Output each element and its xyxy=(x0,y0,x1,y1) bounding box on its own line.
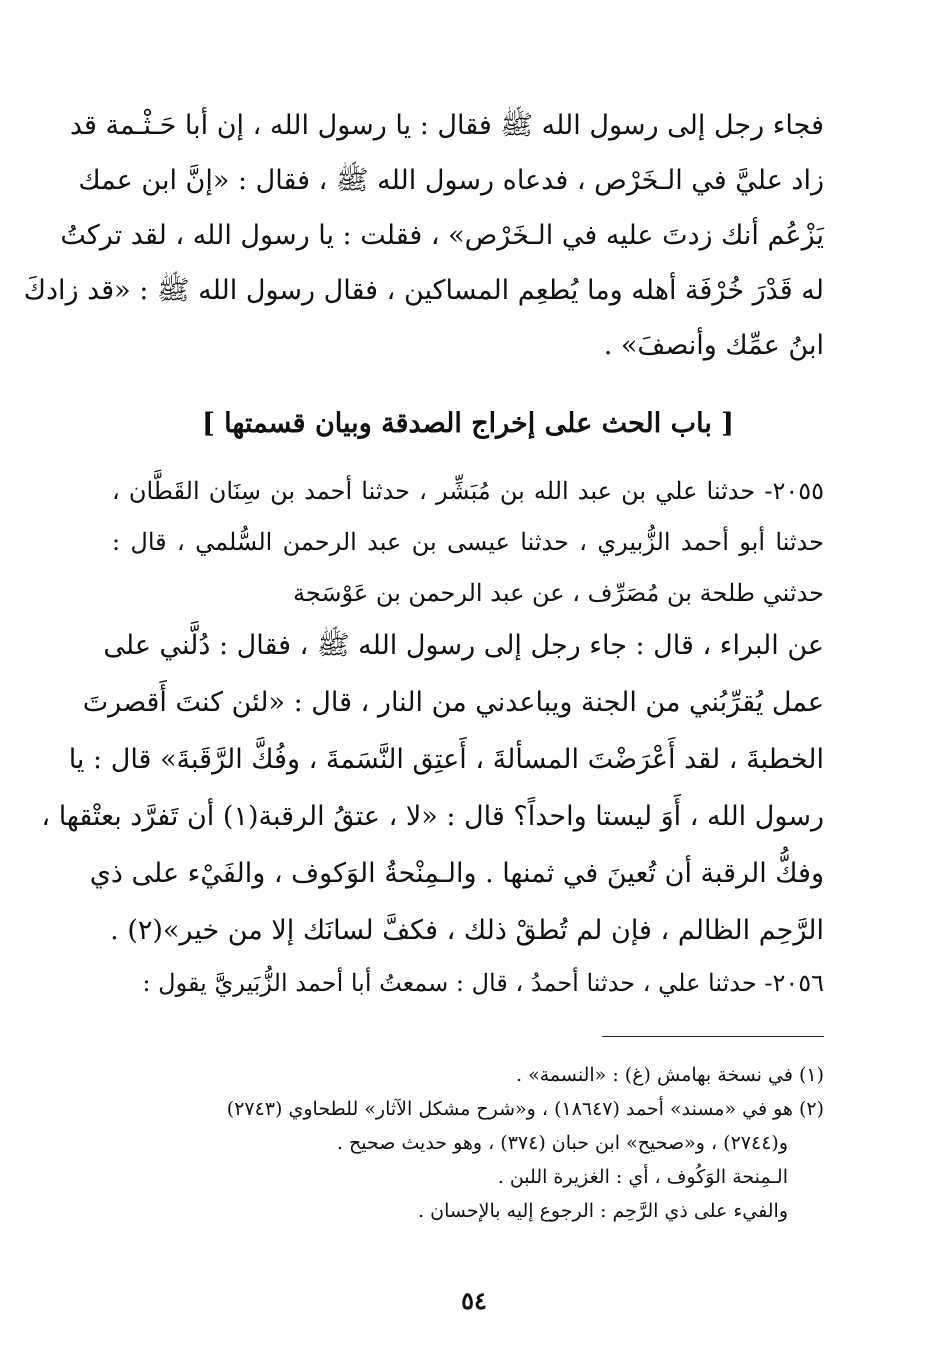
text-line: فجاء رجل إلى رسول الله ﷺ فقال : يا رسول الله ، إن أبا حَـثْـمة قد xyxy=(69,110,824,141)
passage-top xyxy=(23,98,824,373)
page-number: ٥٤ xyxy=(461,1286,487,1315)
hadith-2055-isnad xyxy=(112,466,824,619)
text-line: وفكُّ الرقبة أن تُعينَ في ثمنها . والـمِنْحةُ الوَكوف ، والفَيْء على ذي xyxy=(89,858,824,889)
footnotes xyxy=(112,1058,824,1228)
text-line: الخطبةَ ، لقد أَعْرَضْتَ المسألةَ ، أَعتِق النَّسَمةَ ، وفُكَّ الرَّقَبةَ» قال : يا xyxy=(68,744,824,775)
text-line: ابنُ عمِّك وأنصفَ» . xyxy=(603,330,824,361)
chapter-heading: [ باب الحث على إخراج الصدقة وبيان قسمتها ] xyxy=(201,408,735,439)
text-line: حدثني طلحة بن مُصَرِّف ، عن عبد الرحمن بن عَوْسَجة xyxy=(293,579,824,607)
hadith-2056 xyxy=(112,960,824,1006)
text-line: له قَدْرَ خُرْفَة أهله وما يُطعِم المساكين ، فقال رسول الله ﷺ : «قد زادكَ xyxy=(23,275,824,306)
footnote-2-continued: و(٢٧٤٤) ، و«صحيح» ابن حبان (٣٧٤) ، وهو حديث صحيح . xyxy=(336,1132,788,1154)
text-line: ٢٠٥٥- حدثنا علي بن عبد الله بن مُبَشِّر ، حدثنا أحمد بن سِنَان القَطَّان ، xyxy=(112,477,824,505)
text-line: زاد عليَّ في الـخَرْص ، فدعاه رسول الله ﷺ ، فقال : «إنَّ ابن عمك xyxy=(78,165,824,196)
footnote-gloss: الـمِنحة الوَكُوف ، أي : الغزيرة اللبن . xyxy=(497,1166,788,1188)
text-line: الرَّحِم الظالم ، فإن لم تُطقْ ذلك ، فكفَّ لسانَك إلا من خير»(٢) . xyxy=(110,915,824,946)
footnote-gloss: والفيء على ذي الرَّحِم : الرجوع إليه بالإحسان . xyxy=(418,1200,788,1222)
footnote-1: (١) في نسخة بهامش (غ) : «النسمة» . xyxy=(516,1064,824,1086)
text-line: عمل يُقرِّبُني من الجنة ويباعدني من النار ، قال : «لئن كنتَ أَقصرتَ xyxy=(82,687,824,718)
text-line: رسول الله ، أَوَ ليستا واحداً؟ قال : «لا ، عتقُ الرقبة(١) أن تَفرَّد بعتْقها ، xyxy=(41,801,824,832)
hadith-2055-matn xyxy=(41,617,824,959)
footnote-separator xyxy=(602,1036,824,1037)
text-line: عن البراء ، قال : جاء رجل إلى رسول الله ﷺ ، فقال : دُلَّني على xyxy=(103,630,824,661)
footnote-2: (٢) هو في «مسند» أحمد (١٨٦٤٧) ، و«شرح مشكل الآثار» للطحاوي (٢٧٤٣) xyxy=(226,1098,824,1120)
text-line: حدثنا أبو أحمد الزُّبيري ، حدثنا عيسى بن عبد الرحمن السُّلمي ، قال : xyxy=(112,528,824,556)
page-edge xyxy=(0,0,6,1372)
text-line: ٢٠٥٦- حدثنا علي ، حدثنا أحمدُ ، قال : سمعتُ أبا أحمد الزُّبَيريَّ يقول : xyxy=(142,969,824,997)
text-line: يَزْعُم أنك زدتَ عليه في الـخَرْص» ، فقلت : يا رسول الله ، لقد تركتُ xyxy=(60,220,824,251)
